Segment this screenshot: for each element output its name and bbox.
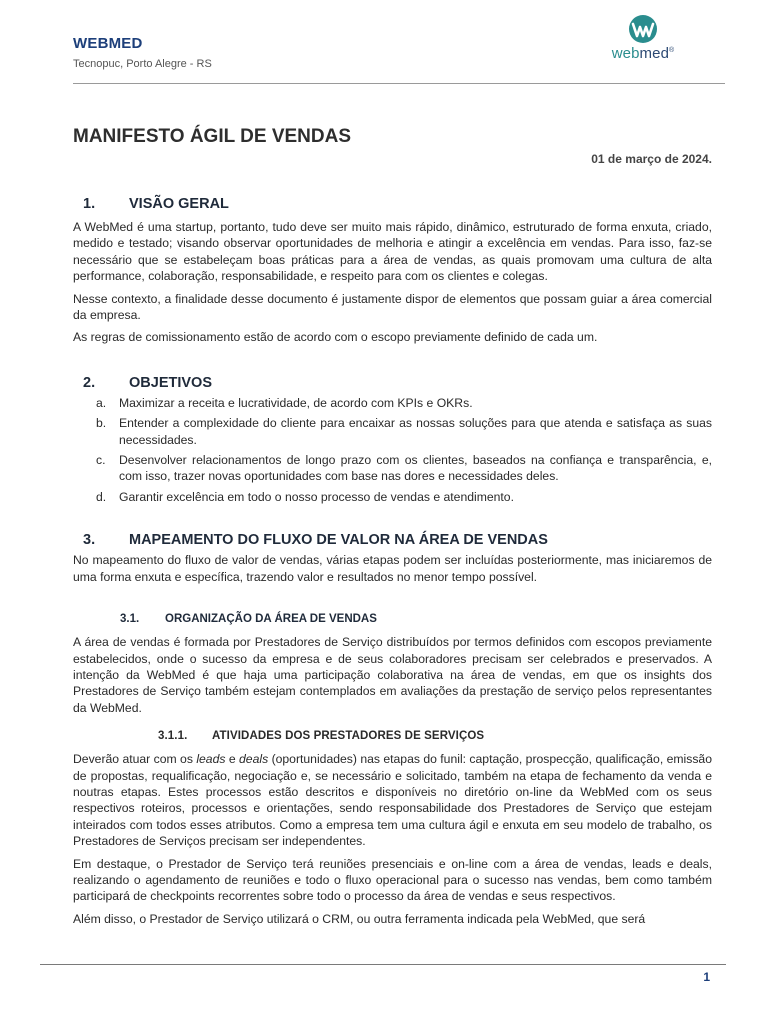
objectives-list: [73, 395, 712, 505]
list-item-text: Garantir excelência em todo o nosso processo de vendas e atendimento.: [119, 489, 514, 504]
section-3-heading: [73, 532, 712, 548]
list-item-text: Maximizar a receita e lucratividade, de acordo com KPIs e OKRs.: [119, 395, 473, 410]
page-number: 1: [703, 970, 710, 984]
header-divider: [73, 83, 725, 84]
section-3-1-heading: [73, 613, 712, 625]
logo-text-web: web: [611, 45, 640, 62]
section-title: OBJETIVOS: [129, 374, 212, 391]
list-marker: d.: [96, 489, 107, 504]
list-item: [73, 489, 712, 505]
section-number: 2.: [83, 374, 96, 391]
paragraph: Além disso, o Prestador de Serviço utilizará o CRM, ou outra ferramenta indicada pela WebMed, que será: [73, 911, 646, 926]
section-1-heading: [73, 196, 712, 212]
text-run: (oportunidades) nas etapas do funil: captação, prospecção, qualificação, emissão de propostas, requalificação, negociação e, se necessário e solicitado, também na etapa de fechamento da venda e noutras etapas. Estes processos estão descritos e disponíveis no diretório on-line da WebMed com os seus respectivos roteiros, processos e orientações, sendo responsabilidade dos Prestadores de Serviço que estejam inteirados com todos esses atributos. Como a empresa tem uma cultura ágil e enxuta em seu modelo de trabalho, os Prestadores de Serviços precisam ser independentes.: [73, 752, 712, 849]
paragraph: [73, 751, 712, 849]
document-body: [73, 196, 712, 927]
document-title: MANIFESTO ÁGIL DE VENDAS: [73, 126, 351, 147]
paragraph: Nesse contexto, a finalidade desse documento é justamente dispor de elementos que possam guiar a área comercial da empresa.: [73, 291, 712, 323]
list-item: [73, 415, 712, 448]
section-title: VISÃO GERAL: [129, 196, 229, 212]
section-3-1-1-heading: [73, 730, 712, 742]
document-date: 01 de março de 2024.: [591, 152, 712, 166]
logo-registered-mark: ®: [669, 47, 675, 54]
section-number: 3.: [83, 532, 96, 549]
webmed-logo: [600, 14, 686, 66]
section-2-heading: [73, 375, 712, 391]
paragraph: Em destaque, o Prestador de Serviço terá reuniões presenciais e on-line com a área de vendas, leads e deals, realizando o agendamento de reuniões e todo o fluxo operacional para o sucesso nas vendas, bem como também participará de checkpoints recorrentes sobre todo o processo da área de vendas e seus respectivos.: [73, 856, 712, 904]
paragraph: A WebMed é uma startup, portanto, tudo deve ser muito mais rápido, dinâmico, estruturado de forma enxuta, criado, medido e testado; visando observar oportunidades de melhoria e atingir a excelência em vendas. Para isso, faz-se necessário que se estabeleçam boas práticas para a área de vendas, as quais promovam uma cultura de alta performance, colaboração, responsabilidade, e respeito para com os clientes e colegas.: [73, 220, 712, 284]
section-number: 3.1.1.: [158, 730, 188, 743]
section-title: ORGANIZAÇÃO DA ÁREA DE VENDAS: [165, 613, 377, 626]
section-title: MAPEAMENTO DO FLUXO DE VALOR NA ÁREA DE VENDAS: [129, 532, 548, 549]
section-number: 3.1.: [120, 613, 140, 626]
list-marker: b.: [96, 416, 107, 431]
paragraph: No mapeamento do fluxo de valor de vendas, várias etapas podem ser incluídas posteriormente, mas iniciaremos de uma forma enxuta e específica, trazendo valor e resultados no menor tempo possível.: [73, 553, 712, 584]
footer-divider: [40, 964, 726, 965]
header-company-name: WEBMED: [73, 35, 143, 52]
list-item: [73, 452, 712, 485]
paragraph: A área de vendas é formada por Prestadores de Serviço distribuídos por termos definidos com escopos previamente estabelecidos, onde o sucesso da empresa e de seus colaboradores precisam ser celebrados e preservados. A intenção da WebMed é que haja uma participação colaborativa na área de vendas, em que os insights dos Prestadores de Serviço também estejam contemplados em avaliações da prestação de serviço pelos representantes da WebMed.: [73, 635, 712, 715]
list-item-text: Desenvolver relacionamentos de longo prazo com os clientes, baseados na confiança e transparência, e, com isso, trazer novas oportunidades com base nas dores e necessidades deles.: [119, 453, 712, 484]
text-run: e: [225, 752, 240, 767]
paragraph: As regras de comissionamento estão de acordo com o escopo previamente definido de cada um.: [73, 330, 598, 345]
italic-term-leads: leads: [196, 752, 226, 767]
logo-text-med: med: [639, 45, 670, 62]
list-item-text: Entender a complexidade do cliente para encaixar as nossas soluções para que atenda e satisfaça as suas necessidades.: [119, 416, 712, 447]
webmed-logo-icon: [600, 14, 686, 46]
list-marker: a.: [96, 395, 107, 410]
italic-term-deals: deals: [239, 752, 269, 767]
list-item: [73, 395, 712, 411]
section-title: ATIVIDADES DOS PRESTADORES DE SERVIÇOS: [212, 730, 485, 743]
header-location: Tecnopuc, Porto Alegre - RS: [73, 58, 212, 70]
text-run: Deverão atuar com os: [73, 752, 197, 767]
section-number: 1.: [83, 196, 96, 212]
logo-wordmark: [600, 45, 686, 62]
list-marker: c.: [96, 453, 106, 468]
